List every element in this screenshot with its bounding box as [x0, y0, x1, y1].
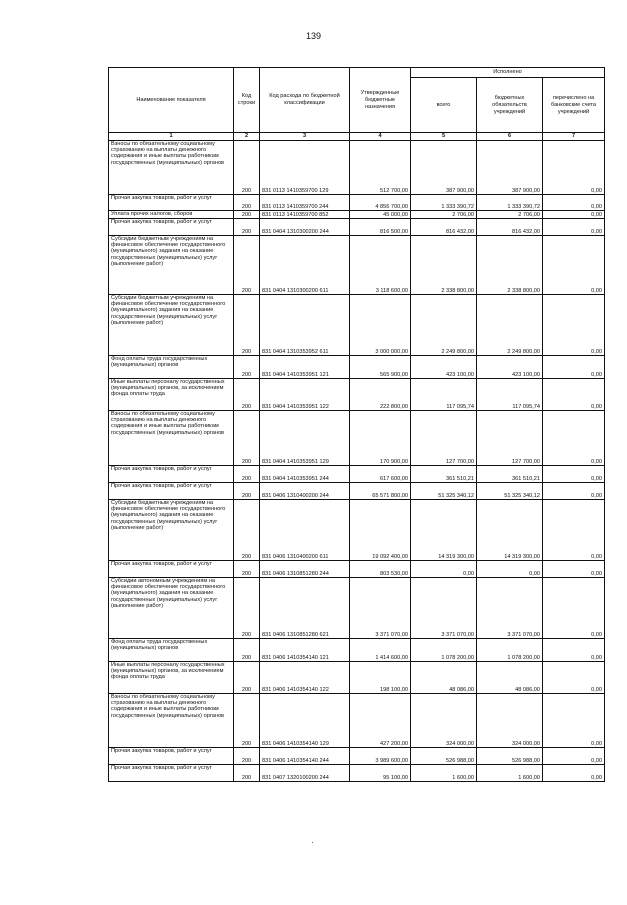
- row-budget-code: 831 0113 1410359700 244: [260, 195, 350, 211]
- header-budget-obligations: бюджетных обязательств учреждений: [477, 78, 543, 133]
- row-line-code: 200: [234, 639, 260, 662]
- row-obligations: 1 333 390,72: [477, 195, 543, 211]
- row-approved: 803 530,00: [350, 561, 411, 578]
- row-approved: 617 600,00: [350, 466, 411, 483]
- column-number: 5: [411, 133, 477, 141]
- table-row: [109, 662, 605, 694]
- header-name: Наименование показателя: [109, 68, 234, 133]
- row-name: Прочая закупка товаров, работ и услуг: [109, 483, 234, 500]
- row-line-code: 200: [234, 195, 260, 211]
- header-line-code: Код строки: [234, 68, 260, 133]
- table-row: [109, 379, 605, 411]
- row-budget-code: 831 0404 1410353951 121: [260, 356, 350, 379]
- row-total: 387 900,00: [411, 141, 477, 195]
- row-approved: 427 200,00: [350, 694, 411, 748]
- row-budget-code: 831 0404 1310300200 611: [260, 236, 350, 295]
- row-line-code: 200: [234, 765, 260, 782]
- row-total: 14 319 300,00: [411, 500, 477, 561]
- row-approved: 65 571 800,00: [350, 483, 411, 500]
- row-name: Иные выплаты персоналу государственных (муниципальных) органов, за исключением фонда оплаты труда: [109, 379, 234, 411]
- row-line-code: 200: [234, 411, 260, 466]
- scan-mark: ·: [311, 838, 314, 847]
- row-obligations: 361 510,21: [477, 466, 543, 483]
- row-name: Прочая закупка товаров, работ и услуг: [109, 748, 234, 765]
- row-transferred: 0,00: [543, 219, 605, 236]
- header-executed: Исполнено: [411, 68, 605, 78]
- row-line-code: 200: [234, 236, 260, 295]
- row-line-code: 200: [234, 748, 260, 765]
- row-transferred: 0,00: [543, 411, 605, 466]
- row-total: 816 432,00: [411, 219, 477, 236]
- row-budget-code: 831 0404 1310353952 611: [260, 295, 350, 356]
- row-obligations: 51 325 340,12: [477, 483, 543, 500]
- header-total: всего: [411, 78, 477, 133]
- column-number: 6: [477, 133, 543, 141]
- column-number: 2: [234, 133, 260, 141]
- table-row: [109, 195, 605, 211]
- row-budget-code: 831 0406 1410354140 129: [260, 694, 350, 748]
- row-total: 2 249 800,00: [411, 295, 477, 356]
- row-name: Субсидии бюджетным учреждениям на финансовое обеспечение государственного (муниципального) задания на оказание государственных (муниципальных) услуг (выполнение работ): [109, 500, 234, 561]
- row-budget-code: 831 0404 1410353951 129: [260, 411, 350, 466]
- row-line-code: 200: [234, 578, 260, 639]
- row-name: Взносы по обязательному социальному страхованию на выплаты денежного содержания и иные выплаты работникам государственных (муниципальных) органов: [109, 694, 234, 748]
- row-approved: 565 900,00: [350, 356, 411, 379]
- row-approved: 170 900,00: [350, 411, 411, 466]
- row-name: Взносы по обязательному социальному страхованию на выплаты денежного содержания и иные выплаты работникам государственных (муниципальных) органов: [109, 141, 234, 195]
- column-number: 1: [109, 133, 234, 141]
- row-obligations: 48 086,00: [477, 662, 543, 694]
- row-line-code: 200: [234, 500, 260, 561]
- row-line-code: 200: [234, 561, 260, 578]
- row-obligations: 127 700,00: [477, 411, 543, 466]
- row-obligations: 3 371 070,00: [477, 578, 543, 639]
- table-row: [109, 295, 605, 356]
- row-transferred: 0,00: [543, 356, 605, 379]
- row-transferred: 0,00: [543, 561, 605, 578]
- table-row: [109, 219, 605, 236]
- row-approved: 816 500,00: [350, 219, 411, 236]
- row-approved: 1 414 600,00: [350, 639, 411, 662]
- row-transferred: 0,00: [543, 578, 605, 639]
- row-line-code: 200: [234, 356, 260, 379]
- row-budget-code: 831 0406 1410354140 122: [260, 662, 350, 694]
- row-name: Прочая закупка товаров, работ и услуг: [109, 195, 234, 211]
- row-line-code: 200: [234, 379, 260, 411]
- table-row: [109, 765, 605, 782]
- row-total: 1 078 200,00: [411, 639, 477, 662]
- row-name: Прочая закупка товаров, работ и услуг: [109, 765, 234, 782]
- row-budget-code: 831 0404 1310300200 244: [260, 219, 350, 236]
- row-obligations: 2 338 800,00: [477, 236, 543, 295]
- row-budget-code: 831 0113 1410359700 852: [260, 211, 350, 219]
- row-name: Фонд оплаты труда государственных (муниципальных) органов: [109, 639, 234, 662]
- row-transferred: 0,00: [543, 195, 605, 211]
- row-name: Субсидии бюджетным учреждениям на финансовое обеспечение государственного (муниципального) задания на оказание государственных (муниципальных) услуг (выполнение работ): [109, 236, 234, 295]
- row-budget-code: 831 0406 1310851280 244: [260, 561, 350, 578]
- row-budget-code: 831 0406 1310400200 244: [260, 483, 350, 500]
- column-number: 3: [260, 133, 350, 141]
- table-row: [109, 236, 605, 295]
- row-name: Фонд оплаты труда государственных (муниципальных) органов: [109, 356, 234, 379]
- row-transferred: 0,00: [543, 662, 605, 694]
- row-line-code: 200: [234, 466, 260, 483]
- row-transferred: 0,00: [543, 211, 605, 219]
- row-name: Взносы по обязательному социальному страхованию на выплаты денежного содержания и иные выплаты работникам государственных (муниципальных) органов: [109, 411, 234, 466]
- row-total: 526 988,00: [411, 748, 477, 765]
- row-total: 0,00: [411, 561, 477, 578]
- row-total: 3 371 070,00: [411, 578, 477, 639]
- row-approved: 4 856 700,00: [350, 195, 411, 211]
- table-row: [109, 561, 605, 578]
- row-line-code: 200: [234, 662, 260, 694]
- header-approved: Утвержденные бюджетные назначения: [350, 68, 411, 133]
- budget-execution-table: [108, 67, 605, 782]
- row-obligations: 117 095,74: [477, 379, 543, 411]
- row-transferred: 0,00: [543, 500, 605, 561]
- row-budget-code: 831 0406 1310400200 611: [260, 500, 350, 561]
- row-name: Прочая закупка товаров, работ и услуг: [109, 466, 234, 483]
- row-approved: 3 371 070,00: [350, 578, 411, 639]
- row-obligations: 1 600,00: [477, 765, 543, 782]
- table-row: [109, 578, 605, 639]
- row-obligations: 816 432,00: [477, 219, 543, 236]
- table-row: [109, 211, 605, 219]
- table-row: [109, 639, 605, 662]
- row-transferred: 0,00: [543, 466, 605, 483]
- header-transferred: перечислено на банковские счета учреждений: [543, 78, 605, 133]
- row-obligations: 324 000,00: [477, 694, 543, 748]
- row-line-code: 200: [234, 219, 260, 236]
- row-budget-code: 831 0406 1410354140 121: [260, 639, 350, 662]
- row-approved: 512 700,00: [350, 141, 411, 195]
- row-approved: 95 100,00: [350, 765, 411, 782]
- column-number: 4: [350, 133, 411, 141]
- row-approved: 198 100,00: [350, 662, 411, 694]
- row-total: 48 086,00: [411, 662, 477, 694]
- row-transferred: 0,00: [543, 748, 605, 765]
- row-total: 423 100,00: [411, 356, 477, 379]
- header-budget-code: Код расхода по бюджетной классификации: [260, 68, 350, 133]
- row-total: 51 325 340,12: [411, 483, 477, 500]
- column-number: 7: [543, 133, 605, 141]
- table-row: [109, 483, 605, 500]
- row-name: Уплата прочих налогов, сборов: [109, 211, 234, 219]
- row-name: Прочая закупка товаров, работ и услуг: [109, 219, 234, 236]
- row-obligations: 1 078 200,00: [477, 639, 543, 662]
- row-total: 324 000,00: [411, 694, 477, 748]
- table-row: [109, 500, 605, 561]
- row-line-code: 200: [234, 141, 260, 195]
- row-obligations: 2 249 800,00: [477, 295, 543, 356]
- row-total: 1 600,00: [411, 765, 477, 782]
- row-obligations: 423 100,00: [477, 356, 543, 379]
- table-row: [109, 356, 605, 379]
- row-line-code: 200: [234, 483, 260, 500]
- table-row: [109, 466, 605, 483]
- table-row: [109, 411, 605, 466]
- row-transferred: 0,00: [543, 141, 605, 195]
- row-approved: 19 092 400,00: [350, 500, 411, 561]
- row-transferred: 0,00: [543, 236, 605, 295]
- row-budget-code: 831 0407 1320100200 244: [260, 765, 350, 782]
- row-obligations: 387 900,00: [477, 141, 543, 195]
- row-obligations: 0,00: [477, 561, 543, 578]
- row-name: Субсидии бюджетным учреждениям на финансовое обеспечение государственного (муниципального) задания на оказание государственных (муниципальных) услуг (выполнение работ): [109, 295, 234, 356]
- row-total: 2 706,00: [411, 211, 477, 219]
- row-transferred: 0,00: [543, 379, 605, 411]
- row-total: 127 700,00: [411, 411, 477, 466]
- row-line-code: 200: [234, 211, 260, 219]
- row-name: Прочая закупка товаров, работ и услуг: [109, 561, 234, 578]
- row-total: 2 338 800,00: [411, 236, 477, 295]
- row-approved: 3 989 600,00: [350, 748, 411, 765]
- row-budget-code: 831 0406 1410354140 244: [260, 748, 350, 765]
- row-approved: 3 118 600,00: [350, 236, 411, 295]
- table-row: [109, 141, 605, 195]
- row-transferred: 0,00: [543, 483, 605, 500]
- row-budget-code: 831 0406 1310851280 621: [260, 578, 350, 639]
- row-total: 1 333 390,72: [411, 195, 477, 211]
- row-approved: 45 000,00: [350, 211, 411, 219]
- row-budget-code: 831 0404 1410353951 244: [260, 466, 350, 483]
- row-transferred: 0,00: [543, 765, 605, 782]
- row-budget-code: 831 0404 1410353951 122: [260, 379, 350, 411]
- row-line-code: 200: [234, 694, 260, 748]
- row-name: Субсидии автономным учреждениям на финансовое обеспечение государственного (муниципального) задания на оказание государственных (муниципальных) услуг (выполнение работ): [109, 578, 234, 639]
- row-budget-code: 831 0113 1410359700 129: [260, 141, 350, 195]
- row-transferred: 0,00: [543, 694, 605, 748]
- row-approved: 3 000 000,00: [350, 295, 411, 356]
- row-obligations: 2 706,00: [477, 211, 543, 219]
- table-row: [109, 694, 605, 748]
- row-total: 361 510,21: [411, 466, 477, 483]
- row-transferred: 0,00: [543, 295, 605, 356]
- row-obligations: 526 988,00: [477, 748, 543, 765]
- row-obligations: 14 319 300,00: [477, 500, 543, 561]
- table-row: [109, 748, 605, 765]
- row-line-code: 200: [234, 295, 260, 356]
- page-number: 139: [305, 31, 322, 41]
- row-total: 117 095,74: [411, 379, 477, 411]
- row-transferred: 0,00: [543, 639, 605, 662]
- row-name: Иные выплаты персоналу государственных (муниципальных) органов, за исключением фонда оплаты труда: [109, 662, 234, 694]
- row-approved: 222 800,00: [350, 379, 411, 411]
